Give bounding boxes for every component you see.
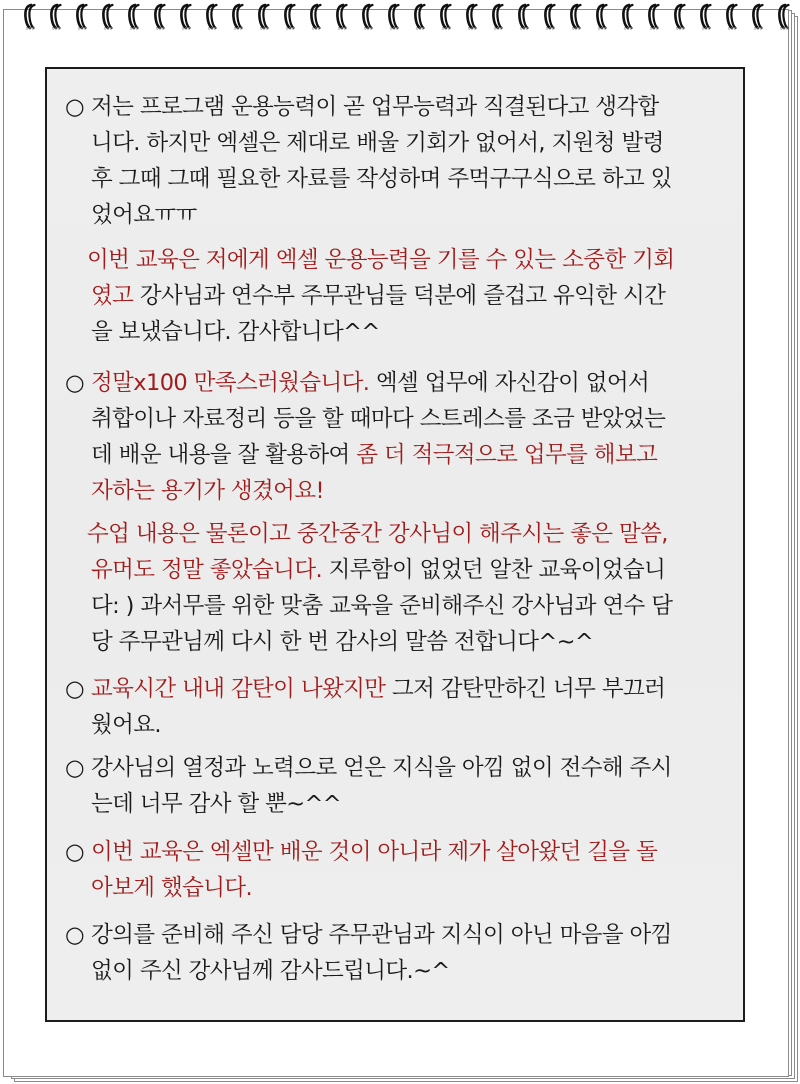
body-text: 강사님과 연수부 주무관님들 덕분에 즐겁고 유익한 시간 [133,283,666,309]
body-text: 웠어요. [91,712,161,738]
text-line [65,516,735,552]
highlighted-text: 좀 더 적극적으로 업무를 해보고 [356,442,658,468]
text-line [65,834,735,870]
feedback-paragraph [65,671,735,743]
body-text: 니다. 하지만 엑셀은 제대로 배울 기회가 없어서, 지원청 발령 [91,130,664,156]
highlighted-text: 였고 [91,283,134,309]
text-line [65,197,735,233]
text-line [65,588,735,624]
feedback-paragraph [65,917,735,989]
body-text: 다: ) 과서무를 위한 맞춤 교육을 준비해주신 강사님과 연수 담 [91,593,673,619]
circle-bullet-icon: ○ [65,922,85,948]
body-text: 취합이나 자료정리 등을 할 때마다 스트레스를 조금 받았었는 [91,406,666,432]
text-line [65,89,735,125]
body-text: 그저 감탄만하긴 너무 부끄러 [385,676,666,702]
text-line [65,870,735,906]
text-line [65,401,735,437]
highlighted-text: 이번 교육은 저에게 엑셀 운용능력을 기를 수 있는 소중한 기회 [87,247,675,273]
feedback-paragraph [65,242,735,350]
circle-bullet-icon: ○ [65,370,85,396]
text-line [65,437,735,473]
highlighted-text: 자하는 용기가 생겼어요! [91,478,324,504]
body-text: 지루함이 없었던 알찬 교육이었습니 [322,557,666,583]
body-text: 강사님의 열정과 노력으로 얻은 지식을 아낌 없이 전수해 주시 [91,755,672,781]
body-text: 없이 주신 강사님께 감사드립니다.~^ [91,958,450,984]
text-line [65,953,735,989]
text-line [65,125,735,161]
body-text: 당 주무관님께 다시 한 번 감사의 말씀 전합니다^~^ [91,629,594,655]
feedback-paragraph [65,365,735,509]
body-text: 강의를 준비해 주신 담당 주무관님과 지식이 아닌 마음을 아낌 [91,922,672,948]
text-line [65,278,735,314]
highlighted-text: 이번 교육은 엑셀만 배운 것이 아니라 제가 살아왔던 길을 돌 [91,839,658,865]
highlighted-text: 정말x100 만족스러웠습니다. [91,370,370,396]
highlighted-text: 아보게 했습니다. [91,875,253,901]
text-line [65,473,735,509]
feedback-text-box [45,67,745,1022]
highlighted-text: 교육시간 내내 감탄이 나왔지만 [91,676,386,702]
text-line [65,707,735,743]
feedback-paragraph [65,89,735,233]
feedback-paragraph [65,834,735,906]
body-text: 데 배운 내용을 잘 활용하여 [91,442,357,468]
body-text: 저는 프로그램 운용능력이 곧 업무능력과 직결된다고 생각합 [91,94,659,120]
text-line [65,750,735,786]
body-text: 는데 너무 감사 할 뿐~^^ [91,791,342,817]
text-line [65,624,735,660]
text-line [65,552,735,588]
text-line [65,917,735,953]
circle-bullet-icon: ○ [65,839,85,865]
text-line [65,786,735,822]
text-line [65,671,735,707]
body-text: 엑셀 업무에 자신감이 없어서 [369,370,650,396]
highlighted-text: 유머도 정말 좋았습니다. [91,557,323,583]
text-line [65,365,735,401]
circle-bullet-icon: ○ [65,676,85,702]
circle-bullet-icon: ○ [65,755,85,781]
body-text: 을 보냈습니다. 감사합니다^^ [91,319,380,345]
text-line [65,161,735,197]
body-text: 후 그때 그때 필요한 자료를 작성하며 주먹구구식으로 하고 있 [91,166,672,192]
text-line [65,242,735,278]
feedback-paragraph [65,750,735,822]
body-text: 었어요ㅠㅠ [91,202,197,228]
circle-bullet-icon: ○ [65,94,85,120]
text-line [65,314,735,350]
highlighted-text: 수업 내용은 물론이고 중간중간 강사님이 해주시는 좋은 말씀, [87,521,668,547]
feedback-paragraph [65,516,735,660]
